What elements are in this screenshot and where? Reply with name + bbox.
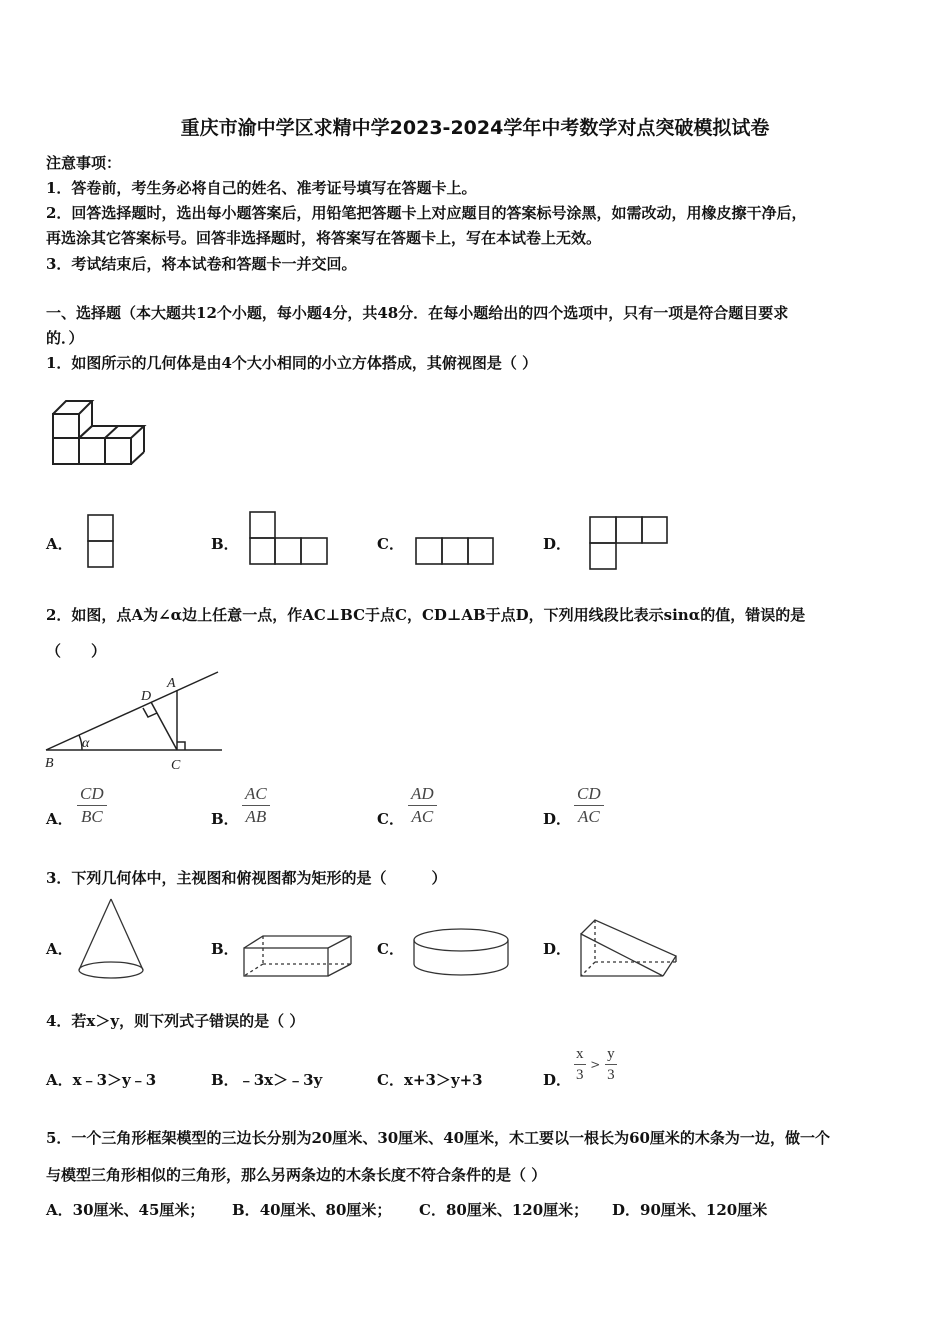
label-b: B — [45, 756, 54, 771]
label-a: A — [167, 676, 176, 691]
notice-item: 1．答卷前，考生务必将自己的姓名、准考证号填写在答题卡上。 — [46, 179, 477, 197]
q2-option-a-label[interactable]: A． — [46, 810, 73, 828]
q2-option-a-fraction: $\frac{CD}{BC}$ — [77, 783, 107, 828]
notice-item: 再选涂其它答案标号。回答非选择题时，将答案写在答题卡上，写在本试卷上无效。 — [46, 229, 602, 247]
q2-option-b-label[interactable]: B． — [211, 810, 239, 828]
label-alpha: α — [82, 736, 90, 751]
q2-triangle-figure — [44, 668, 224, 774]
triangular-prism-figure — [577, 914, 681, 982]
q2-option-c-label[interactable]: C． — [377, 810, 404, 828]
q4-option-a[interactable]: A．x﹣3＞y﹣3 — [46, 1071, 157, 1089]
section-heading: 一、选择题（本大题共12个小题，每小题4分，共48分．在每小题给出的四个选项中，只有一项是符合题目要求 — [46, 304, 789, 322]
q2-option-d-label[interactable]: D． — [543, 810, 572, 828]
question-3-text: 3．下列几何体中，主视图和俯视图都为矩形的是（ ） — [46, 869, 447, 887]
cylinder-figure — [410, 926, 512, 982]
question-2-text: 2．如图，点A为∠α边上任意一点，作AC⊥BC于点C，CD⊥AB于点D，下列用线段比表示sinα的值，错误的是 — [46, 606, 806, 624]
q3-option-c-label[interactable]: C． — [377, 940, 404, 958]
q1-option-c-label[interactable]: C． — [377, 535, 404, 553]
q1-option-a-figure — [86, 514, 116, 569]
cone-figure — [74, 896, 150, 982]
question-5-text: 5．一个三角形框架模型的三边长分别为20厘米、30厘米、40厘米，木工要以一根长为60厘米的木条为一边，做一个 — [46, 1129, 830, 1147]
q1-solid-figure — [50, 398, 150, 468]
label-c: C — [171, 758, 181, 773]
q4-option-b[interactable]: B．﹣3x＞﹣3y — [211, 1071, 323, 1089]
q1-option-d-label[interactable]: D． — [543, 535, 572, 553]
cuboid-figure — [240, 934, 358, 980]
q2-option-c-fraction: $\frac{AD}{AC}$ — [408, 783, 437, 828]
page-title: 重庆市渝中学区求精中学2023-2024学年中考数学对点突破模拟试卷 — [180, 117, 770, 139]
q2-option-d-fraction: $\frac{CD}{AC}$ — [574, 783, 604, 828]
question-2-paren: （ ） — [46, 642, 107, 660]
notice-item: 2．回答选择题时，选出每小题答案后，用铅笔把答题卡上对应题目的答案标号涂黑，如需改动，用橡皮擦干净后， — [46, 204, 807, 222]
q3-option-b-label[interactable]: B． — [211, 940, 239, 958]
q4-option-d-label[interactable]: D． — [543, 1071, 572, 1089]
label-d: D — [141, 689, 152, 704]
question-4-text: 4．若x＞y，则下列式子错误的是（ ） — [46, 1012, 305, 1030]
q1-option-d-figure — [588, 515, 670, 572]
q5-option-c[interactable]: C．80厘米、120厘米； — [419, 1201, 589, 1219]
notice-item: 3．考试结束后，将本试卷和答题卡一并交回。 — [46, 255, 357, 273]
q1-option-b-figure — [248, 510, 330, 566]
q1-option-c-figure — [414, 536, 496, 568]
notice-heading: 注意事项： — [46, 154, 122, 172]
q5-option-a[interactable]: A．30厘米、45厘米； — [46, 1201, 205, 1219]
q4-option-c[interactable]: C．x+3＞y+3 — [377, 1071, 483, 1089]
q1-option-b-label[interactable]: B． — [211, 535, 239, 553]
q3-option-a-label[interactable]: A． — [46, 940, 73, 958]
section-heading-cont: 的．） — [46, 329, 84, 347]
q1-option-a-label[interactable]: A． — [46, 535, 73, 553]
q5-option-b[interactable]: B．40厘米、80厘米； — [232, 1201, 392, 1219]
q4-option-d-expression: $\frac{x}{3}$ > $\frac{y}{3}$ — [576, 1046, 615, 1083]
question-1-text: 1．如图所示的几何体是由4个大小相同的小立方体搭成，其俯视图是（ ） — [46, 354, 538, 372]
q2-option-b-fraction: $\frac{AC}{AB}$ — [242, 783, 270, 828]
q3-option-d-label[interactable]: D． — [543, 940, 572, 958]
q5-option-d[interactable]: D．90厘米、120厘米 — [612, 1201, 768, 1219]
question-5-text-cont: 与模型三角形相似的三角形，那么另两条边的木条长度不符合条件的是（ ） — [46, 1166, 547, 1184]
